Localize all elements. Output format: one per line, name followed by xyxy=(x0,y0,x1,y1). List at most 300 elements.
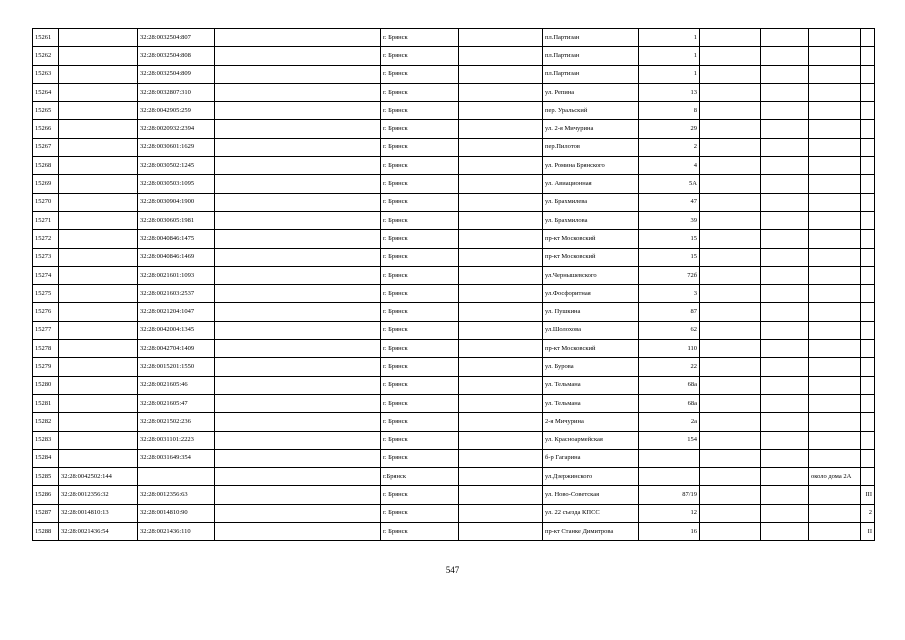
table-row xyxy=(33,211,875,229)
empty-cell xyxy=(459,266,543,284)
street-cell: ул. Брахмилева xyxy=(543,193,639,211)
cadastral-number-cell xyxy=(59,120,138,138)
row-id-cell: 15279 xyxy=(33,358,59,376)
object-cadastral-number-cell: 32:28:0020932:2394 xyxy=(138,120,215,138)
city-cell: г. Брянск xyxy=(381,358,459,376)
premises-number-cell xyxy=(861,138,875,156)
empty-cell xyxy=(761,394,809,412)
table-row xyxy=(33,413,875,431)
city-cell: г. Брянск xyxy=(381,376,459,394)
row-id-cell: 15274 xyxy=(33,266,59,284)
street-cell: пер.Пилотов xyxy=(543,138,639,156)
street-cell: пр-кт Московский xyxy=(543,230,639,248)
empty-cell xyxy=(215,138,381,156)
empty-cell xyxy=(700,523,761,541)
row-id-cell: 15281 xyxy=(33,394,59,412)
row-id-cell: 15287 xyxy=(33,504,59,522)
city-cell: г.Брянск xyxy=(381,468,459,486)
empty-cell xyxy=(700,303,761,321)
empty-cell xyxy=(700,285,761,303)
object-cadastral-number-cell: 32:28:0031649:354 xyxy=(138,449,215,467)
premises-number-cell xyxy=(861,47,875,65)
empty-cell xyxy=(700,266,761,284)
row-id-cell: 15273 xyxy=(33,248,59,266)
empty-cell xyxy=(215,102,381,120)
house-number-cell: 47 xyxy=(639,193,700,211)
empty-cell xyxy=(700,47,761,65)
house-number-cell: 68а xyxy=(639,376,700,394)
empty-cell xyxy=(700,376,761,394)
empty-cell xyxy=(700,340,761,358)
city-cell: г. Брянск xyxy=(381,321,459,339)
premises-number-cell: 2 xyxy=(861,504,875,522)
cadastral-number-cell xyxy=(59,175,138,193)
city-cell: г. Брянск xyxy=(381,193,459,211)
page-number: 547 xyxy=(445,565,460,575)
house-number-cell: 15 xyxy=(639,230,700,248)
location-note-cell xyxy=(809,248,861,266)
house-number-cell: 3 xyxy=(639,285,700,303)
empty-cell xyxy=(215,431,381,449)
premises-number-cell xyxy=(861,175,875,193)
premises-number-cell xyxy=(861,285,875,303)
empty-cell xyxy=(761,120,809,138)
street-cell: пр-кт Московский xyxy=(543,340,639,358)
cadastral-number-cell xyxy=(59,358,138,376)
empty-cell xyxy=(700,211,761,229)
street-cell: ул. Ново-Советская xyxy=(543,486,639,504)
house-number-cell: 62 xyxy=(639,321,700,339)
empty-cell xyxy=(761,138,809,156)
row-id-cell: 15283 xyxy=(33,431,59,449)
city-cell: г. Брянск xyxy=(381,303,459,321)
empty-cell xyxy=(459,413,543,431)
empty-cell xyxy=(459,340,543,358)
premises-number-cell xyxy=(861,413,875,431)
empty-cell xyxy=(761,175,809,193)
empty-cell xyxy=(700,449,761,467)
empty-cell xyxy=(700,321,761,339)
premises-number-cell xyxy=(861,29,875,47)
row-id-cell: 15284 xyxy=(33,449,59,467)
table-row xyxy=(33,468,875,486)
row-id-cell: 15285 xyxy=(33,468,59,486)
cadastral-number-cell xyxy=(59,321,138,339)
table-row xyxy=(33,175,875,193)
empty-cell xyxy=(761,29,809,47)
row-id-cell: 15270 xyxy=(33,193,59,211)
row-id-cell: 15267 xyxy=(33,138,59,156)
empty-cell xyxy=(459,83,543,101)
empty-cell xyxy=(761,504,809,522)
cadastral-number-cell: 32:28:0021436:54 xyxy=(59,523,138,541)
empty-cell xyxy=(215,340,381,358)
house-number-cell: 87/19 xyxy=(639,486,700,504)
cadastral-number-cell xyxy=(59,193,138,211)
city-cell: г. Брянск xyxy=(381,504,459,522)
empty-cell xyxy=(459,486,543,504)
house-number-cell: 2а xyxy=(639,413,700,431)
location-note-cell xyxy=(809,120,861,138)
house-number-cell: 2 xyxy=(639,138,700,156)
location-note-cell xyxy=(809,486,861,504)
city-cell: г. Брянск xyxy=(381,83,459,101)
empty-cell xyxy=(761,230,809,248)
empty-cell xyxy=(459,193,543,211)
cadastral-number-cell xyxy=(59,29,138,47)
city-cell: г. Брянск xyxy=(381,285,459,303)
empty-cell xyxy=(761,449,809,467)
empty-cell xyxy=(215,47,381,65)
city-cell: г. Брянск xyxy=(381,29,459,47)
house-number-cell: 1 xyxy=(639,47,700,65)
location-note-cell xyxy=(809,29,861,47)
empty-cell xyxy=(761,340,809,358)
location-note-cell xyxy=(809,266,861,284)
row-id-cell: 15264 xyxy=(33,83,59,101)
object-cadastral-number-cell: 32:28:0032504:807 xyxy=(138,29,215,47)
empty-cell xyxy=(700,65,761,83)
house-number-cell xyxy=(639,449,700,467)
city-cell: г. Брянск xyxy=(381,523,459,541)
empty-cell xyxy=(459,157,543,175)
empty-cell xyxy=(459,358,543,376)
table-row xyxy=(33,449,875,467)
city-cell: г. Брянск xyxy=(381,449,459,467)
cadastral-number-cell xyxy=(59,303,138,321)
table-body xyxy=(33,29,875,541)
object-cadastral-number-cell: 32:28:0021502:236 xyxy=(138,413,215,431)
location-note-cell xyxy=(809,431,861,449)
street-cell: пер. Уральский xyxy=(543,102,639,120)
empty-cell xyxy=(459,376,543,394)
object-cadastral-number-cell: 32:28:0031101:2223 xyxy=(138,431,215,449)
premises-number-cell xyxy=(861,211,875,229)
location-note-cell xyxy=(809,504,861,522)
row-id-cell: 15271 xyxy=(33,211,59,229)
location-note-cell xyxy=(809,102,861,120)
empty-cell xyxy=(700,29,761,47)
city-cell: г. Брянск xyxy=(381,394,459,412)
cadastral-number-cell xyxy=(59,211,138,229)
street-cell: ул. Тельмана xyxy=(543,376,639,394)
object-cadastral-number-cell: 32:28:0032504:808 xyxy=(138,47,215,65)
table-row xyxy=(33,303,875,321)
row-id-cell: 15280 xyxy=(33,376,59,394)
object-cadastral-number-cell: 32:28:0014810:90 xyxy=(138,504,215,522)
table-row xyxy=(33,504,875,522)
empty-cell xyxy=(459,211,543,229)
object-cadastral-number-cell: 32:28:0042704:1409 xyxy=(138,340,215,358)
cadastral-number-cell xyxy=(59,230,138,248)
table-row xyxy=(33,340,875,358)
empty-cell xyxy=(761,413,809,431)
premises-number-cell xyxy=(861,340,875,358)
empty-cell xyxy=(215,376,381,394)
street-cell: ул. Авиационная xyxy=(543,175,639,193)
row-id-cell: 15272 xyxy=(33,230,59,248)
object-cadastral-number-cell: 32:28:0021605:46 xyxy=(138,376,215,394)
empty-cell xyxy=(215,230,381,248)
location-note-cell xyxy=(809,175,861,193)
premises-number-cell xyxy=(861,157,875,175)
house-number-cell: 87 xyxy=(639,303,700,321)
empty-cell xyxy=(459,449,543,467)
object-cadastral-number-cell: 32:28:0030502:1245 xyxy=(138,157,215,175)
object-cadastral-number-cell: 32:28:0021436:110 xyxy=(138,523,215,541)
city-cell: г. Брянск xyxy=(381,230,459,248)
cadastral-number-cell xyxy=(59,266,138,284)
row-id-cell: 15275 xyxy=(33,285,59,303)
empty-cell xyxy=(215,413,381,431)
house-number-cell: 8 xyxy=(639,102,700,120)
city-cell: г. Брянск xyxy=(381,486,459,504)
street-cell: ул. Репина xyxy=(543,83,639,101)
city-cell: г. Брянск xyxy=(381,138,459,156)
empty-cell xyxy=(215,523,381,541)
cadastral-number-cell: 32:28:0012356:32 xyxy=(59,486,138,504)
row-id-cell: 15266 xyxy=(33,120,59,138)
row-id-cell: 15261 xyxy=(33,29,59,47)
street-cell: ул. Ромина Брянского xyxy=(543,157,639,175)
location-note-cell xyxy=(809,376,861,394)
location-note-cell xyxy=(809,211,861,229)
object-cadastral-number-cell: 32:28:0015201:1550 xyxy=(138,358,215,376)
location-note-cell xyxy=(809,47,861,65)
empty-cell xyxy=(215,175,381,193)
location-note-cell xyxy=(809,285,861,303)
location-note-cell xyxy=(809,358,861,376)
object-cadastral-number-cell: 32:28:0030605:1981 xyxy=(138,211,215,229)
table-row xyxy=(33,138,875,156)
empty-cell xyxy=(215,303,381,321)
location-note-cell xyxy=(809,340,861,358)
cadastral-number-cell xyxy=(59,376,138,394)
object-cadastral-number-cell: 32:28:0021204:1047 xyxy=(138,303,215,321)
street-cell: ул.Дзержинского xyxy=(543,468,639,486)
object-cadastral-number-cell: 32:28:0030503:1095 xyxy=(138,175,215,193)
street-cell: ул. Пушкина xyxy=(543,303,639,321)
street-cell: ул. Бурова xyxy=(543,358,639,376)
empty-cell xyxy=(700,431,761,449)
premises-number-cell xyxy=(861,83,875,101)
city-cell: г. Брянск xyxy=(381,47,459,65)
premises-number-cell xyxy=(861,431,875,449)
table-row xyxy=(33,358,875,376)
empty-cell xyxy=(215,248,381,266)
premises-number-cell xyxy=(861,193,875,211)
table-row xyxy=(33,65,875,83)
house-number-cell: 110 xyxy=(639,340,700,358)
house-number-cell: 1 xyxy=(639,29,700,47)
registry-table xyxy=(32,28,875,541)
empty-cell xyxy=(459,29,543,47)
empty-cell xyxy=(459,321,543,339)
table-row xyxy=(33,266,875,284)
table-row xyxy=(33,47,875,65)
street-cell: пл.Партизан xyxy=(543,29,639,47)
cadastral-number-cell xyxy=(59,138,138,156)
city-cell: г. Брянск xyxy=(381,65,459,83)
empty-cell xyxy=(761,47,809,65)
empty-cell xyxy=(700,358,761,376)
empty-cell xyxy=(215,449,381,467)
premises-number-cell xyxy=(861,266,875,284)
table-row xyxy=(33,285,875,303)
empty-cell xyxy=(459,468,543,486)
empty-cell xyxy=(700,413,761,431)
location-note-cell xyxy=(809,303,861,321)
empty-cell xyxy=(215,29,381,47)
empty-cell xyxy=(761,376,809,394)
empty-cell xyxy=(459,523,543,541)
empty-cell xyxy=(459,504,543,522)
empty-cell xyxy=(459,230,543,248)
cadastral-number-cell xyxy=(59,394,138,412)
empty-cell xyxy=(761,211,809,229)
empty-cell xyxy=(700,468,761,486)
object-cadastral-number-cell xyxy=(138,468,215,486)
empty-cell xyxy=(459,138,543,156)
object-cadastral-number-cell: 32:28:0021601:1093 xyxy=(138,266,215,284)
empty-cell xyxy=(700,83,761,101)
empty-cell xyxy=(700,120,761,138)
premises-number-cell xyxy=(861,303,875,321)
location-note-cell: около дома 2А xyxy=(809,468,861,486)
cadastral-number-cell xyxy=(59,47,138,65)
empty-cell xyxy=(215,486,381,504)
premises-number-cell xyxy=(861,120,875,138)
street-cell: ул.Шолохова xyxy=(543,321,639,339)
city-cell: г. Брянск xyxy=(381,340,459,358)
street-cell: ул. 2-я Мичурина xyxy=(543,120,639,138)
object-cadastral-number-cell: 32:28:0030904:1900 xyxy=(138,193,215,211)
empty-cell xyxy=(761,83,809,101)
city-cell: г. Брянск xyxy=(381,175,459,193)
table-row xyxy=(33,193,875,211)
table-row xyxy=(33,230,875,248)
city-cell: г. Брянск xyxy=(381,211,459,229)
city-cell: г. Брянск xyxy=(381,431,459,449)
house-number-cell: 4 xyxy=(639,157,700,175)
empty-cell xyxy=(700,102,761,120)
table-row xyxy=(33,102,875,120)
empty-cell xyxy=(761,486,809,504)
city-cell: г. Брянск xyxy=(381,102,459,120)
empty-cell xyxy=(761,285,809,303)
empty-cell xyxy=(215,285,381,303)
empty-cell xyxy=(761,102,809,120)
table-row xyxy=(33,29,875,47)
empty-cell xyxy=(761,65,809,83)
house-number-cell: 13 xyxy=(639,83,700,101)
empty-cell xyxy=(700,157,761,175)
city-cell: г. Брянск xyxy=(381,413,459,431)
house-number-cell: 29 xyxy=(639,120,700,138)
empty-cell xyxy=(761,321,809,339)
cadastral-number-cell xyxy=(59,157,138,175)
location-note-cell xyxy=(809,193,861,211)
premises-number-cell xyxy=(861,449,875,467)
empty-cell xyxy=(761,266,809,284)
empty-cell xyxy=(761,431,809,449)
street-cell: ул. Тельмана xyxy=(543,394,639,412)
table-row xyxy=(33,321,875,339)
cadastral-number-cell xyxy=(59,340,138,358)
empty-cell xyxy=(761,468,809,486)
empty-cell xyxy=(700,248,761,266)
object-cadastral-number-cell: 32:28:0040846:1475 xyxy=(138,230,215,248)
location-note-cell xyxy=(809,413,861,431)
street-cell: б-р Гагарина xyxy=(543,449,639,467)
object-cadastral-number-cell: 32:28:0021603:2537 xyxy=(138,285,215,303)
premises-number-cell xyxy=(861,376,875,394)
house-number-cell: 39 xyxy=(639,211,700,229)
empty-cell xyxy=(215,211,381,229)
cadastral-number-cell: 32:28:0042502:144 xyxy=(59,468,138,486)
empty-cell xyxy=(761,358,809,376)
premises-number-cell: III xyxy=(861,486,875,504)
row-id-cell: 15269 xyxy=(33,175,59,193)
table-row xyxy=(33,83,875,101)
row-id-cell: 15277 xyxy=(33,321,59,339)
empty-cell xyxy=(215,157,381,175)
table-row xyxy=(33,157,875,175)
empty-cell xyxy=(215,321,381,339)
row-id-cell: 15288 xyxy=(33,523,59,541)
empty-cell xyxy=(761,193,809,211)
empty-cell xyxy=(215,394,381,412)
empty-cell xyxy=(215,358,381,376)
premises-number-cell xyxy=(861,394,875,412)
location-note-cell xyxy=(809,230,861,248)
location-note-cell xyxy=(809,394,861,412)
empty-cell xyxy=(761,523,809,541)
table-row xyxy=(33,120,875,138)
empty-cell xyxy=(459,120,543,138)
empty-cell xyxy=(215,468,381,486)
cadastral-number-cell xyxy=(59,285,138,303)
row-id-cell: 15263 xyxy=(33,65,59,83)
city-cell: г. Брянск xyxy=(381,120,459,138)
object-cadastral-number-cell: 32:28:0040846:1469 xyxy=(138,248,215,266)
empty-cell xyxy=(700,193,761,211)
location-note-cell xyxy=(809,321,861,339)
cadastral-number-cell xyxy=(59,431,138,449)
empty-cell xyxy=(459,47,543,65)
house-number-cell: 16 xyxy=(639,523,700,541)
city-cell: г. Брянск xyxy=(381,157,459,175)
cadastral-number-cell xyxy=(59,102,138,120)
street-cell: ул.Фосфоритная xyxy=(543,285,639,303)
location-note-cell xyxy=(809,138,861,156)
street-cell: пр-кт Московский xyxy=(543,248,639,266)
empty-cell xyxy=(215,193,381,211)
location-note-cell xyxy=(809,157,861,175)
table-row xyxy=(33,431,875,449)
row-id-cell: 15282 xyxy=(33,413,59,431)
location-note-cell xyxy=(809,449,861,467)
cadastral-number-cell xyxy=(59,449,138,467)
empty-cell xyxy=(700,486,761,504)
table-row xyxy=(33,394,875,412)
empty-cell xyxy=(215,120,381,138)
street-cell: пл.Партизан xyxy=(543,65,639,83)
premises-number-cell xyxy=(861,248,875,266)
empty-cell xyxy=(215,266,381,284)
empty-cell xyxy=(761,157,809,175)
house-number-cell: 5А xyxy=(639,175,700,193)
